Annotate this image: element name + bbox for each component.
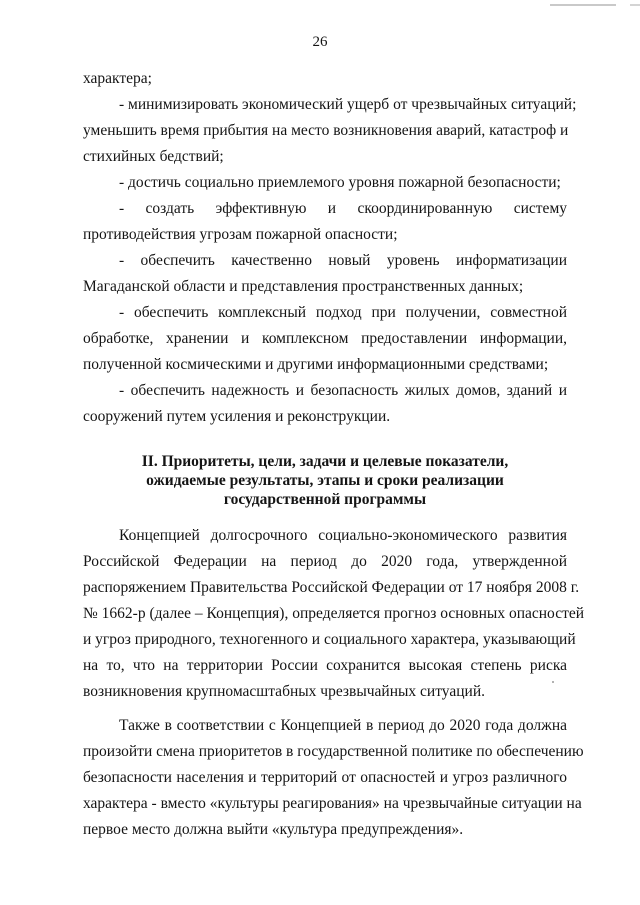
paragraph-line: Российской Федерации на период до 2020 года, утвержденной bbox=[83, 553, 567, 570]
text-line: стихийных бедствий; bbox=[83, 148, 224, 165]
paragraph-line: Концепцией долгосрочного социально-экономического развития bbox=[119, 527, 567, 544]
list-item-line: - обеспечить надежность и безопасность жилых домов, зданий и bbox=[119, 382, 567, 399]
paragraph-line: № 1662-р (далее – Концепция), определяется прогноз основных опасностей bbox=[83, 605, 585, 622]
text-line: характера; bbox=[83, 70, 152, 87]
paragraph-line: Также в соответствии с Концепцией в период до 2020 года должна bbox=[119, 717, 567, 734]
list-item-line: - обеспечить комплексный подход при получении, совместной bbox=[119, 304, 567, 321]
text-line: Магаданской области и представления пространственных данных; bbox=[83, 278, 524, 295]
list-item-line: - достичь социально приемлемого уровня пожарной безопасности; bbox=[119, 174, 561, 191]
scan-mark bbox=[550, 4, 616, 6]
scan-speck bbox=[552, 681, 554, 683]
section-heading-line: ожидаемые результаты, этапы и сроки реализации bbox=[146, 472, 504, 489]
paragraph-line: безопасности населения и территорий от опасностей и угроз различного bbox=[83, 769, 567, 786]
text-line: обработке, хранении и комплексном предоставлении информации, bbox=[83, 330, 567, 347]
section-heading-line: государственной программы bbox=[223, 491, 427, 508]
scan-mark bbox=[630, 4, 640, 6]
paragraph-line: первое место должна выйти «культура предупреждения». bbox=[83, 821, 464, 838]
list-item-line: - минимизировать экономический ущерб от чрезвычайных ситуаций; bbox=[119, 96, 577, 113]
paragraph-line: возникновения крупномасштабных чрезвычайных ситуаций. bbox=[83, 683, 485, 700]
list-item-line: - обеспечить качественно новый уровень информатизации bbox=[119, 252, 567, 269]
section-heading-line: II. Приоритеты, цели, задачи и целевые показатели, bbox=[141, 453, 509, 470]
page-number: 26 bbox=[312, 34, 328, 50]
paragraph-line: произойти смена приоритетов в государственной политике по обеспечению bbox=[83, 743, 584, 760]
paragraph-line: характера - вместо «культуры реагирования» на чрезвычайные ситуации на bbox=[83, 795, 582, 812]
document-body bbox=[83, 66, 585, 843]
text-line: противодействия угрозам пожарной опасности; bbox=[83, 226, 398, 243]
text-line: уменьшить время прибытия на место возникновения аварий, катастроф и bbox=[83, 122, 569, 139]
paragraph-line: распоряжением Правительства Российской Федерации от 17 ноября 2008 г. bbox=[83, 579, 580, 596]
text-line: сооружений путем усиления и реконструкции. bbox=[83, 408, 391, 425]
list-item-line: - создать эффективную и скоординированную систему bbox=[119, 200, 567, 217]
paragraph-line: на то, что на территории России сохранится высокая степень риска bbox=[83, 657, 567, 674]
text-line: полученной космическими и другими информационными средствами; bbox=[83, 356, 549, 373]
paragraph-line: и угроз природного, техногенного и социального характера, указывающий bbox=[83, 631, 576, 648]
